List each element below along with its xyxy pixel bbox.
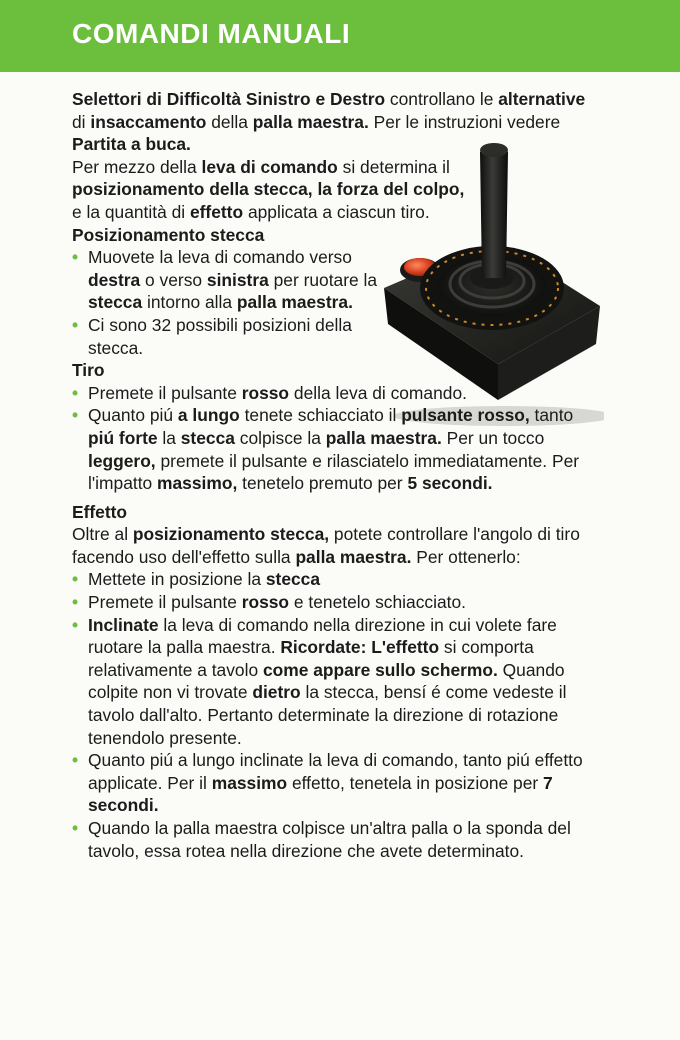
text-span: 7 secondi. xyxy=(88,772,553,816)
list-item xyxy=(72,568,592,591)
text-span: controllano le xyxy=(385,89,499,109)
bullet-icon: • xyxy=(72,405,79,426)
list-item xyxy=(72,591,592,614)
intro-paragraph-joystick xyxy=(72,156,472,224)
bullet-icon: • xyxy=(72,314,79,335)
text-span: dietro xyxy=(252,682,301,703)
text-span: si determina il xyxy=(337,156,450,177)
text-span: per ruotare la xyxy=(268,269,378,290)
text-span: palla maestra. xyxy=(252,111,369,132)
text-span: Per le instruzioni vedere xyxy=(368,111,561,132)
text-span: tenete schiacciato il xyxy=(239,405,402,426)
text-span: stecca xyxy=(88,292,143,313)
text-span: Oltre al xyxy=(72,524,133,545)
text-span: Per ottenerlo: xyxy=(411,546,521,567)
text-span: Quanto piú a lungo inclinate la leva di comando, tanto piú effetto applicate. Per il xyxy=(88,750,583,793)
text-span: intorno alla xyxy=(142,292,237,313)
text-span: o verso xyxy=(140,269,207,290)
intro-paragraph-difficulty xyxy=(72,88,592,156)
list-item xyxy=(72,749,592,817)
text-span: posizionamento stecca, xyxy=(132,524,330,545)
text-span: Per mezzo della xyxy=(72,156,202,177)
bullet-icon: • xyxy=(72,247,79,268)
text-span: la xyxy=(157,427,181,448)
text-span: leggero, xyxy=(88,450,156,471)
bullet-icon: • xyxy=(72,382,79,403)
text-span: la stecca, bensí é come vedeste il tavolo dall'alto. Pertanto determinate la direzione di rotazione tenendolo presente. xyxy=(88,682,567,748)
text-span: della leva di comando. xyxy=(289,382,467,403)
text-span: Per un tocco xyxy=(441,427,545,448)
text-span: Quando la palla maestra colpisce un'altra palla o la sponda del tavolo, essa rotea nella direzione che avete determinato. xyxy=(88,818,571,861)
posizionamento-list xyxy=(72,246,394,359)
text-span: Premete il pulsante xyxy=(88,592,242,613)
text-span: premete il pulsante e rilasciatelo immediatamente. Per l'impatto xyxy=(88,450,580,494)
text-span: come appare sullo schermo. xyxy=(262,659,498,680)
text-span: posizionamento della stecca, la forza del colpo, xyxy=(72,179,465,200)
text-span: della xyxy=(206,111,253,132)
manual-content xyxy=(72,88,592,862)
text-span: potete controllare l'angolo di tiro facendo uso dell'effetto sulla xyxy=(72,524,580,567)
text-span: 5 secondi. xyxy=(407,473,493,494)
text-span: alternative xyxy=(498,89,586,109)
bullet-icon: • xyxy=(72,569,79,590)
section-heading-effetto: Effetto xyxy=(72,501,128,522)
text-span: a lungo xyxy=(177,405,240,426)
text-span: massimo xyxy=(211,772,288,793)
page-title: COMANDI MANUALI xyxy=(72,18,351,49)
header-bar xyxy=(0,0,680,72)
text-span: Premete il pulsante xyxy=(88,382,242,403)
text-span: sinistra xyxy=(206,269,269,290)
text-span: Mettete in posizione la xyxy=(88,569,266,590)
text-span: effetto, tenetela in posizione per xyxy=(287,772,544,793)
text-span: Inclinate xyxy=(88,614,159,635)
text-span: tanto xyxy=(529,405,574,426)
text-span: rosso xyxy=(241,592,290,613)
bullet-icon: • xyxy=(72,818,79,838)
text-span: e tenetelo schiacciato. xyxy=(289,592,466,613)
text-span: stecca xyxy=(180,427,235,448)
bullet-icon: • xyxy=(72,614,79,635)
list-item xyxy=(72,314,394,359)
text-span: Partita a buca. xyxy=(72,134,191,155)
text-span: colpisce la xyxy=(234,427,326,448)
list-item xyxy=(72,614,592,750)
list-item xyxy=(72,382,592,405)
effetto-paragraph xyxy=(72,523,592,568)
list-item xyxy=(72,817,592,862)
effetto-list xyxy=(72,568,592,862)
text-span: palla maestra. xyxy=(236,292,353,313)
section-heading-tiro: Tiro xyxy=(72,360,105,381)
list-item xyxy=(72,246,394,314)
list-item xyxy=(72,404,592,494)
text-span: Quanto piú xyxy=(88,405,178,426)
text-span: destra xyxy=(88,269,141,290)
text-span: la leva di comando nella direzione in cui volete fare ruotare la palla maestra. xyxy=(88,614,557,658)
text-span: pulsante rosso, xyxy=(401,405,530,426)
text-span: Ricordate: L'effetto xyxy=(280,637,440,658)
text-span: si comporta relativamente a tavolo xyxy=(88,637,534,680)
tiro-list xyxy=(72,382,592,495)
text-span: leva di comando xyxy=(201,156,338,177)
text-span: massimo, xyxy=(157,473,238,494)
text-span: applicata a ciascun tiro. xyxy=(243,201,430,222)
text-span: palla maestra. xyxy=(325,427,442,448)
bullet-icon: • xyxy=(72,592,79,613)
text-span: Ci sono 32 possibili posizioni della stecca. xyxy=(88,314,352,358)
text-span: palla maestra. xyxy=(295,546,412,567)
text-span: di xyxy=(72,111,91,132)
text-span: tenetelo premuto per xyxy=(237,473,408,494)
text-span: effetto xyxy=(189,201,244,222)
text-span: insaccamento xyxy=(90,111,207,132)
text-span: e la quantità di xyxy=(72,201,190,222)
text-span: stecca xyxy=(265,569,321,590)
text-span: Selettori di Difficoltà Sinistro e Destro xyxy=(72,89,386,109)
bullet-icon: • xyxy=(72,750,79,771)
text-span: rosso xyxy=(241,382,290,403)
text-span: piú forte xyxy=(88,427,158,448)
section-heading-posizionamento: Posizionamento stecca xyxy=(72,224,265,245)
text-span: Quando colpite non vi trovate xyxy=(88,659,565,703)
text-span: Muovete la leva di comando verso xyxy=(88,247,352,268)
